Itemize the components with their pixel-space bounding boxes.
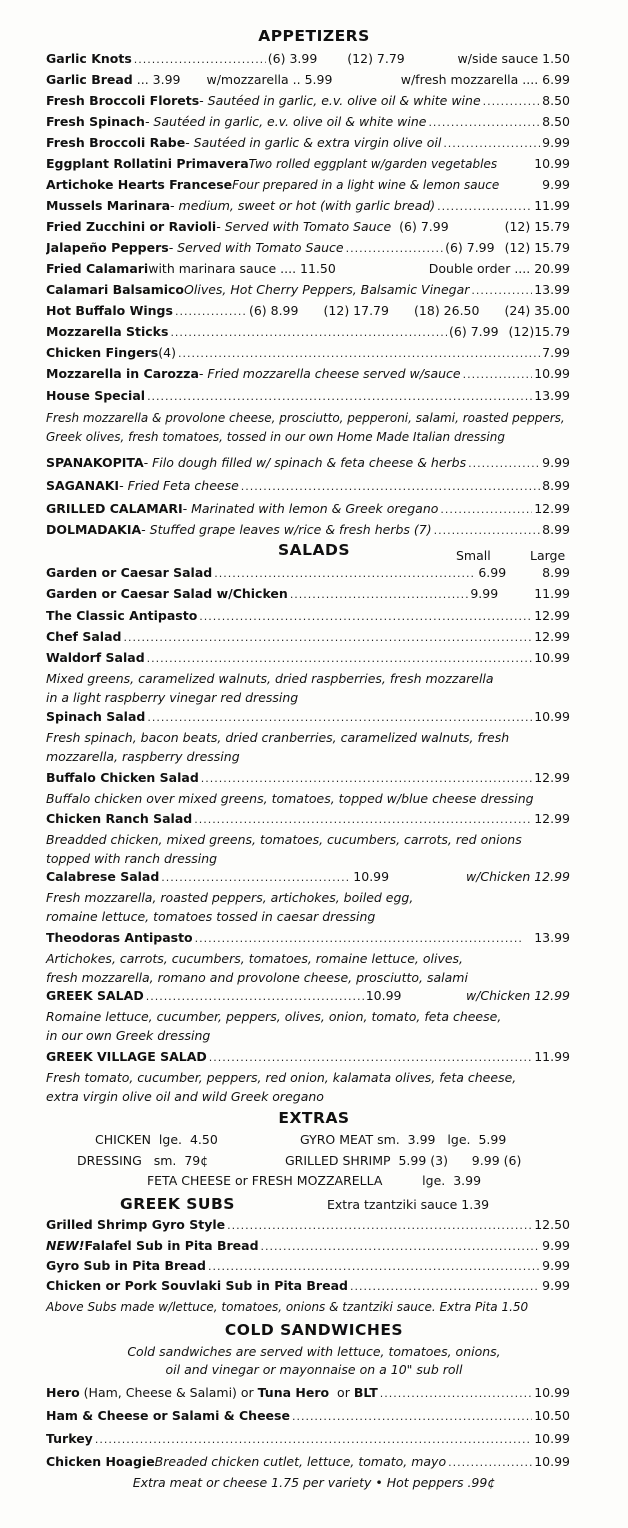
item-name: Mozzarella in Carozza xyxy=(46,366,199,381)
price: 13.99 xyxy=(534,282,570,297)
tzatziki-note: Extra tzantziki sauce 1.39 xyxy=(327,1197,490,1212)
price: (18) 26.50 xyxy=(414,303,480,318)
price: 10.99 xyxy=(534,1431,570,1446)
price: (12) 17.79 xyxy=(323,303,389,318)
item-name: SAGANAKI xyxy=(46,478,120,493)
extras-title: EXTRAS xyxy=(278,1109,350,1127)
leader-dots xyxy=(194,813,532,826)
menu-item-chicken-fingers xyxy=(46,345,570,364)
item-name: Grilled Shrimp Gyro Style xyxy=(46,1217,226,1232)
leader-dots xyxy=(261,1240,541,1253)
item-desc: - Sautéed in garlic & extra virgin olive oil xyxy=(185,135,442,150)
menu-item-greek-salad xyxy=(46,988,570,1007)
leader-dots xyxy=(134,53,266,66)
price: 8.99 xyxy=(542,522,570,537)
price: 10.99 xyxy=(534,709,570,724)
menu-item-fried-calamari xyxy=(46,261,570,280)
leader-dots xyxy=(147,390,532,403)
price: (24) 35.00 xyxy=(504,303,570,318)
leader-dots xyxy=(195,932,525,945)
price-large: 11.99 xyxy=(534,586,570,601)
item-name: Fried Calamari xyxy=(46,261,149,276)
leader-dots xyxy=(437,200,532,213)
item-desc: or xyxy=(329,1385,354,1400)
item-desc: - Filo dough filled w/ spinach & feta cheese & herbs xyxy=(143,455,467,470)
desc-line: Mixed greens, caramelized walnuts, dried raspberries, fresh mozzarella xyxy=(46,671,494,686)
item-name: Hero xyxy=(46,1385,80,1400)
leader-dots xyxy=(241,480,540,493)
extras-gyro-meat: GYRO MEAT sm. 3.99 lge. 5.99 xyxy=(300,1132,507,1147)
item-description xyxy=(46,889,576,926)
leader-dots xyxy=(147,711,532,724)
price: 12.99 xyxy=(534,608,570,623)
item-name: GRILLED CALAMARI xyxy=(46,501,183,516)
menu-item-gyro-sub xyxy=(46,1258,570,1277)
menu-item-garlic-bread xyxy=(46,72,570,91)
item-desc: Two rolled eggplant w/garden vegetables xyxy=(248,157,498,171)
item-name: Garlic Bread xyxy=(46,72,133,87)
item-description xyxy=(46,790,576,809)
item-name: Fresh Broccoli Florets xyxy=(46,93,200,108)
price: 10.99 xyxy=(353,869,390,884)
price: 9.99 xyxy=(542,1258,570,1273)
leader-dots xyxy=(199,610,532,623)
item-name: Garden or Caesar Salad w/Chicken xyxy=(46,586,288,601)
item-name: Ham & Cheese or Salami & Cheese xyxy=(46,1408,290,1423)
subs-note xyxy=(46,1298,576,1317)
menu-item-broccoli-florets xyxy=(46,93,570,112)
desc-line: Fresh tomato, cucumber, peppers, red onion, kalamata olives, feta cheese, xyxy=(46,1070,517,1085)
price: (6) 8.99 xyxy=(248,303,299,318)
desc-line: Artichokes, carrots, cucumbers, tomatoes, romaine lettuce, olives, xyxy=(46,951,464,966)
item-name: Fresh Spinach xyxy=(46,114,145,129)
menu-item-chicken-hoagie xyxy=(46,1454,570,1473)
leader-dots xyxy=(380,1387,532,1400)
price: 13.99 xyxy=(534,930,570,945)
item-name: Gyro Sub in Pita Bread xyxy=(46,1258,207,1273)
desc-line: in our own Greek dressing xyxy=(46,1027,211,1043)
item-name: Tuna Hero xyxy=(257,1385,330,1400)
desc-line: mozzarella, raspberry dressing xyxy=(46,748,240,764)
price: 8.50 xyxy=(542,93,570,108)
desc-line: romaine lettuce, tomatoes tossed in caesar dressing xyxy=(46,908,376,924)
desc-line: Breadded chicken, mixed greens, tomatoes, cucumbers, carrots, red onions xyxy=(46,832,522,847)
price: (12) 15.79 xyxy=(504,219,570,234)
menu-item-spinach-salad xyxy=(46,709,570,728)
item-desc: - Fried mozzarella cheese served w/sauce xyxy=(198,366,461,381)
extras-grilled-shrimp: GRILLED SHRIMP 5.99 (3) 9.99 (6) xyxy=(285,1153,522,1168)
menu-item-falafel-sub xyxy=(46,1238,570,1257)
price-with-chicken: w/Chicken 12.99 xyxy=(465,869,570,884)
item-name: Calamari Balsamico xyxy=(46,282,185,297)
price: 12.99 xyxy=(534,811,570,826)
leader-dots xyxy=(448,1456,532,1469)
item-desc: - Stuffed grape leaves w/rice & fresh herbs (7) xyxy=(141,522,432,537)
menu-item-hero xyxy=(46,1385,570,1404)
item-name: Mozzarella Sticks xyxy=(46,324,169,339)
price: (12)15.79 xyxy=(508,324,570,339)
price: (12) 7.79 xyxy=(347,51,405,66)
price: w/fresh mozzarella .... 6.99 xyxy=(400,72,570,87)
price: 12.50 xyxy=(534,1217,570,1232)
leader-dots xyxy=(471,284,532,297)
item-description xyxy=(46,1069,576,1106)
price: Double order .... 20.99 xyxy=(428,261,570,276)
leader-dots xyxy=(463,368,533,381)
leader-dots xyxy=(170,326,447,339)
item-name: Buffalo Chicken Salad xyxy=(46,770,199,785)
leader-dots xyxy=(468,457,540,470)
item-description xyxy=(46,670,576,707)
desc-line: Romaine lettuce, cucumber, peppers, olives, onion, tomato, feta cheese, xyxy=(46,1009,502,1024)
leader-dots xyxy=(178,347,540,360)
price-with-chicken: w/Chicken 12.99 xyxy=(465,988,570,1003)
item-desc: Olives, Hot Cherry Peppers, Balsamic Vinegar xyxy=(184,282,470,297)
item-name: Fried Zucchini or Ravioli xyxy=(46,219,217,234)
price-small: 6.99 xyxy=(478,565,507,580)
item-desc: - Served with Tomato Sauce xyxy=(216,219,392,234)
item-name: Garden or Caesar Salad xyxy=(46,565,213,580)
price: 9.99 xyxy=(542,1278,570,1293)
leader-dots xyxy=(346,242,443,255)
menu-item-chef-salad xyxy=(46,629,570,648)
item-desc: - Marinated with lemon & Greek oregano xyxy=(182,501,439,516)
leader-dots xyxy=(201,772,532,785)
item-name: Chicken Ranch Salad xyxy=(46,811,193,826)
item-name: Artichoke Hearts Francese xyxy=(46,177,233,192)
cold-intro-line: Cold sandwiches are served with lettuce, tomatoes, onions, xyxy=(127,1344,501,1359)
item-name: Theodoras Antipasto xyxy=(46,930,193,945)
price-small: 9.99 xyxy=(470,586,499,601)
item-name: Chicken or Pork Souvlaki Sub in Pita Bread xyxy=(46,1278,348,1293)
price: 9.99 xyxy=(542,177,570,192)
leader-dots xyxy=(146,990,364,1003)
desc-line: Above Subs made w/lettuce, tomatoes, onions & tzantziki sauce. Extra Pita 1.50 xyxy=(46,1300,529,1314)
price: 11.99 xyxy=(534,198,570,213)
greek-subs-title: GREEK SUBS xyxy=(120,1195,235,1213)
price: 12.99 xyxy=(534,501,570,516)
price: 9.99 xyxy=(542,455,570,470)
item-name: SPANAKOPITA xyxy=(46,455,144,470)
item-name: Chicken Hoagie xyxy=(46,1454,155,1469)
item-name: Mussels Marinara xyxy=(46,198,171,213)
desc-line: fresh mozzarella, romano and provolone cheese, prosciutto, salami xyxy=(46,969,468,985)
menu-item-greek-village-salad xyxy=(46,1049,570,1068)
price: w/side sauce 1.50 xyxy=(457,51,570,66)
extras-feta-mozzarella: FETA CHEESE or FRESH MOZZARELLA lge. 3.99 xyxy=(146,1173,482,1188)
menu-item-mozzarella-sticks xyxy=(46,324,570,343)
item-name: Eggplant Rollatini Primavera xyxy=(46,156,249,171)
menu-item-buffalo-wings xyxy=(46,303,570,322)
menu-item-ham-cheese xyxy=(46,1408,570,1427)
item-name: Chef Salad xyxy=(46,629,122,644)
price: 8.50 xyxy=(542,114,570,129)
leader-dots xyxy=(290,588,469,601)
salads-title: SALADS xyxy=(277,541,351,559)
item-desc: - Fried Feta cheese xyxy=(119,478,239,493)
item-name: GREEK VILLAGE SALAD xyxy=(46,1049,207,1064)
menu-item-grilled-calamari xyxy=(46,501,570,520)
desc-line: in a light raspberry vinegar red dressing xyxy=(46,689,299,705)
leader-dots xyxy=(147,652,533,665)
price: (6) 3.99 xyxy=(267,51,318,66)
item-name: The Classic Antipasto xyxy=(46,608,198,623)
item-name: BLT xyxy=(353,1385,378,1400)
price: 7.99 xyxy=(542,345,570,360)
price: w/mozzarella .. 5.99 xyxy=(206,72,333,87)
item-name: Fresh Broccoli Rabe xyxy=(46,135,186,150)
menu-item-buffalo-chicken-salad xyxy=(46,770,570,789)
leader-dots xyxy=(161,871,351,884)
menu-item-garlic-knots xyxy=(46,51,570,70)
menu-item-theodoras-antipasto xyxy=(46,930,570,949)
item-name: Falafel Sub in Pita Bread xyxy=(84,1238,259,1253)
leader-dots xyxy=(483,95,541,108)
extras-dressing: DRESSING sm. 79¢ xyxy=(77,1153,209,1168)
desc-line: Greek olives, fresh tomatoes, tossed in our own Home Made Italian dressing xyxy=(46,429,505,444)
leader-dots xyxy=(209,1051,532,1064)
desc-line: Fresh spinach, bacon beats, dried cranberries, caramelized walnuts, fresh xyxy=(46,730,510,745)
price: 11.99 xyxy=(534,1049,570,1064)
menu-item-chicken-ranch-salad xyxy=(46,811,570,830)
leader-dots xyxy=(440,503,532,516)
item-desc: (Ham, Cheese & Salami) or xyxy=(79,1385,258,1400)
price: 9.99 xyxy=(542,1238,570,1253)
menu-item-calamari-balsamico xyxy=(46,282,570,301)
leader-dots xyxy=(443,137,540,150)
item-desc: - Sautéed in garlic, e.v. olive oil & white wine xyxy=(199,93,481,108)
item-description xyxy=(46,950,576,987)
cold-extras-note: Extra meat or cheese 1.75 per variety • Hot peppers .99¢ xyxy=(132,1475,496,1490)
item-desc: (4) xyxy=(158,345,176,360)
menu-item-mozzarella-carozza xyxy=(46,366,570,385)
desc-line: Fresh mozzarella, roasted peppers, artichokes, boiled egg, xyxy=(46,890,414,905)
item-description xyxy=(46,1008,576,1045)
price: 10.99 xyxy=(534,1385,570,1400)
menu-item-classic-antipasto xyxy=(46,608,570,627)
item-description xyxy=(46,831,576,868)
desc-line: extra virgin olive oil and wild Greek oregano xyxy=(46,1088,324,1104)
item-name: Garlic Knots xyxy=(46,51,132,66)
small-column-header: Small xyxy=(456,548,491,563)
desc-line: Buffalo chicken over mixed greens, tomatoes, topped w/blue cheese dressing xyxy=(46,791,534,806)
menu-item-fresh-spinach xyxy=(46,114,570,133)
item-name: Spinach Salad xyxy=(46,709,146,724)
leader-dots xyxy=(428,116,540,129)
menu-item-dolmadakia xyxy=(46,522,570,541)
desc-line: Fresh mozzarella & provolone cheese, prosciutto, pepperoni, salami, roasted peppers, xyxy=(46,411,565,425)
price: 10.50 xyxy=(534,1408,570,1423)
item-desc: - Sautéed in garlic, e.v. olive oil & white wine xyxy=(144,114,427,129)
price: 13.99 xyxy=(534,388,570,403)
item-desc: - Served with Tomato Sauce xyxy=(168,240,344,255)
item-desc: Breaded chicken cutlet, lettuce, tomato, mayo xyxy=(154,1454,447,1469)
price: 9.99 xyxy=(542,135,570,150)
leader-dots xyxy=(434,524,541,537)
leader-dots xyxy=(208,1260,540,1273)
leader-dots xyxy=(175,305,247,318)
item-name: Chicken Fingers xyxy=(46,345,159,360)
menu-item-waldorf-salad xyxy=(46,650,570,669)
price: 12.99 xyxy=(534,770,570,785)
leader-dots xyxy=(95,1433,532,1446)
price: ... 3.99 xyxy=(136,72,181,87)
menu-item-turkey xyxy=(46,1431,570,1450)
item-name: Hot Buffalo Wings xyxy=(46,303,173,318)
price: 8.99 xyxy=(542,478,570,493)
menu-item-eggplant xyxy=(46,156,570,175)
desc-line: topped with ranch dressing xyxy=(46,850,218,866)
appetizers-title: APPETIZERS xyxy=(258,27,370,45)
menu-item-spanakopita xyxy=(46,455,570,474)
menu-item-calabrese-salad xyxy=(46,869,570,888)
price: 10.99 xyxy=(534,366,570,381)
menu-item-garden-salad xyxy=(46,565,570,584)
extras-chicken: CHICKEN lge. 4.50 xyxy=(95,1132,218,1147)
price: 10.99 xyxy=(534,156,570,171)
leader-dots xyxy=(227,1219,532,1232)
large-column-header: Large xyxy=(530,548,566,563)
leader-dots xyxy=(292,1410,532,1423)
menu-item-artichoke xyxy=(46,177,570,196)
cold-intro-line: oil and vinegar or mayonnaise on a 10" sub roll xyxy=(165,1362,463,1377)
menu-item-garden-salad-chicken xyxy=(46,586,570,605)
price: 10.99 xyxy=(534,1454,570,1469)
item-desc: - medium, sweet or hot (with garlic bread) xyxy=(170,198,436,213)
item-desc: with marinara sauce .... 11.50 xyxy=(148,261,336,276)
price: (6) 7.99 xyxy=(445,240,495,255)
item-name: DOLMADAKIA xyxy=(46,522,142,537)
price: (12) 15.79 xyxy=(504,240,570,255)
price: 10.99 xyxy=(365,988,402,1003)
item-name: Jalapeño Peppers xyxy=(46,240,169,255)
item-desc: Four prepared in a light wine & lemon sauce xyxy=(232,178,500,192)
leader-dots xyxy=(214,567,476,580)
cold-sandwiches-title: COLD SANDWICHES xyxy=(224,1321,404,1339)
menu-item-souvlaki-sub xyxy=(46,1278,570,1297)
leader-dots xyxy=(350,1280,540,1293)
item-name: Calabrese Salad xyxy=(46,869,160,884)
menu-item-jalapeno xyxy=(46,240,570,259)
price: 10.99 xyxy=(534,650,570,665)
item-name: Waldorf Salad xyxy=(46,650,145,665)
price: 12.99 xyxy=(534,629,570,644)
price: (6) 7.99 xyxy=(399,219,449,234)
item-description xyxy=(46,729,576,766)
menu-item-house-special xyxy=(46,388,570,407)
price-large: 8.99 xyxy=(542,565,570,580)
item-name: Turkey xyxy=(46,1431,93,1446)
menu-item-saganaki xyxy=(46,478,570,497)
menu-item-shrimp-gyro xyxy=(46,1217,570,1236)
new-badge: NEW! xyxy=(46,1238,85,1253)
menu-item-mussels xyxy=(46,198,570,217)
leader-dots xyxy=(123,631,532,644)
price: (6) 7.99 xyxy=(449,324,499,339)
item-name: GREEK SALAD xyxy=(46,988,144,1003)
menu-item-broccoli-rabe xyxy=(46,135,570,154)
item-name: House Special xyxy=(46,388,146,403)
menu-item-zucchini xyxy=(46,219,570,238)
item-description xyxy=(46,409,576,446)
